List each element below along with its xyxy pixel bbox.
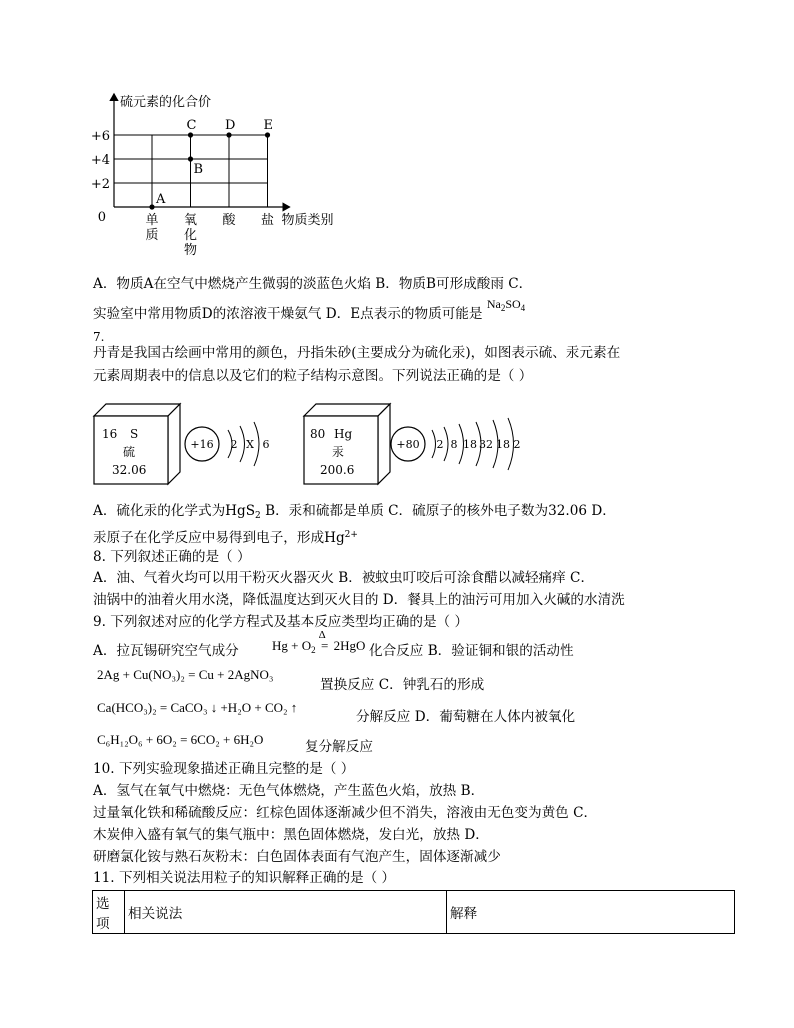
- mercury-nucleus: +80: [396, 438, 420, 451]
- q6-options-line-2: [93, 297, 526, 327]
- data-point: [226, 132, 231, 137]
- mercury-shell-2: 8: [450, 438, 458, 451]
- q9-equation-a: $Hg + O_2$ Δ = 2HgO: [272, 629, 366, 655]
- sulfur-atomic-number: 16: [102, 427, 118, 441]
- point-label: C: [186, 118, 197, 133]
- eq-a-right: 2HgO: [333, 638, 366, 653]
- x-tick-label: 化: [183, 228, 198, 243]
- q11-table: [92, 890, 735, 934]
- mercury-shell-4: 32: [479, 438, 493, 451]
- valence-chart: [80, 88, 440, 268]
- x-tick-label: 物: [183, 243, 198, 258]
- origin-label: 0: [97, 210, 106, 225]
- point-label: B: [193, 162, 204, 177]
- sulfur-nucleus: +16: [190, 438, 214, 451]
- q7-opt1-rest: B．汞和硫都是单质 C．硫原子的核外电子数为32.06 D．: [260, 503, 616, 519]
- point-label: A: [156, 192, 166, 207]
- q9-option-d-tail: 复分解反应: [305, 739, 373, 755]
- q10-options-line-3: 木炭伸入盛有氧气的集气瓶中：黑色固体燃烧，发白光，放热 D．: [93, 827, 489, 843]
- q9-equation-d: C₆H₁₂O₆ + 6O₂ = 6CO₂ + 6H₂O: [97, 732, 264, 747]
- eq-a-delta: Δ: [318, 629, 326, 641]
- mercury-atomic-number: 80: [310, 427, 326, 441]
- q6-options-line-2-text: 实验室中常用物质D的浓溶液干燥氨气 D．E点表示的物质可能是: [93, 306, 483, 322]
- point-label: E: [263, 118, 273, 133]
- mercury-symbol: Hg: [334, 427, 353, 441]
- q10-stem: 10. 下列实验现象描述正确且完整的是（ ）: [93, 761, 355, 777]
- q6-formula-na2so4: [487, 297, 525, 311]
- mercury-shell-5: 18: [496, 438, 510, 451]
- q9-stem: 9. 下列叙述对应的化学方程式及基本反应类型均正确的是（ ）: [93, 614, 469, 630]
- data-point: [188, 156, 193, 161]
- q8-options-line-2: 油锅中的油着火用水浇，降低温度达到灭火目的 D．餐具上的油污可用加入火碱的水清洗: [93, 592, 625, 608]
- q8-stem: 8. 下列叙述正确的是（ ）: [93, 549, 251, 565]
- q10-options-line-2: 过量氧化铁和稀硫酸反应：红棕色固体逐渐减少但不消失，溶液由无色变为黄色 C．: [93, 805, 598, 821]
- element-diagram: [90, 400, 550, 490]
- point-label: D: [225, 118, 236, 133]
- q6-options-line-1: A．物质A在空气中燃烧产生微弱的淡蓝色火焰 B．物质B可形成酸雨 C．: [93, 276, 533, 292]
- q7-options-line-1: [93, 502, 616, 525]
- x-tick-label: 氧: [183, 213, 198, 228]
- q9-equation-b: 2Ag + Cu(NO₃)₂ = Cu + 2AgNO₃: [97, 667, 274, 682]
- q11-stem: 11. 下列相关说法用粒子的知识解释正确的是（ ）: [93, 870, 396, 886]
- y-tick-label: +2: [90, 177, 110, 192]
- q9-option-a-tail: 化合反应 B．验证铜和银的活动性: [369, 643, 574, 659]
- x-tick-label: 盐: [260, 213, 275, 228]
- data-point: [265, 132, 270, 137]
- x-tick-label: 酸: [222, 213, 236, 228]
- q7-opt2-text: 汞原子在化学反应中易得到电子，形成Hg: [93, 530, 345, 546]
- formula-sub: 4: [520, 303, 526, 313]
- y-axis-label: 硫元素的化合价: [120, 95, 212, 110]
- x-tick-label: 单: [145, 213, 159, 228]
- q8-options-line-1: A．油、气着火均可以用干粉灭火器灭火 B．被蚊虫叮咬后可涂食醋以减轻痛痒 C．: [93, 570, 595, 586]
- y-tick-label: +4: [90, 153, 110, 168]
- q9-equation-c: Ca(HCO₃)₂ = CaCO₃ ↓ +H₂O + CO₂ ↑: [97, 700, 298, 715]
- sulfur-name: 硫: [123, 445, 136, 459]
- q7-number: 7.: [93, 330, 105, 344]
- mercury-mass: 200.6: [320, 463, 355, 477]
- formula-part: SO: [505, 297, 521, 311]
- formula-sub: 2: [500, 303, 506, 313]
- formula-part: Na: [486, 297, 501, 311]
- sulfur-element-box: [94, 404, 180, 484]
- sulfur-mass: 32.06: [112, 463, 147, 477]
- data-point: [149, 204, 154, 209]
- sulfur-atom-structure: [185, 422, 270, 466]
- q7-options-line-2: [93, 526, 358, 547]
- q7-opt1-sub: 2: [255, 511, 261, 521]
- eq-a-sub: 2: [311, 645, 316, 655]
- mercury-shell-3: 18: [463, 438, 477, 451]
- q9-option-c-tail: 分解反应 D．葡萄糖在人体内被氧化: [356, 709, 576, 725]
- mercury-element-box: [304, 404, 390, 484]
- table-header-statement: 相关说法: [125, 891, 447, 934]
- mercury-shell-1: 2: [436, 438, 444, 451]
- q7-opt2-sup: 2+: [344, 530, 358, 540]
- sulfur-shell-3: 6: [262, 438, 270, 451]
- sulfur-shell-1: 2: [230, 438, 238, 451]
- q7-opt1-text: A．硫化汞的化学式为HgS: [93, 503, 256, 519]
- q7-stem-line-2: 元素周期表中的信息以及它们的粒子结构示意图。下列说法正确的是（ ）: [93, 368, 533, 384]
- mercury-name: 汞: [332, 445, 345, 459]
- q10-options-line-4: 研磨氯化铵与熟石灰粉末：白色固体表面有气泡产生，固体逐渐减少: [93, 849, 501, 865]
- mercury-atom-structure: [391, 418, 521, 470]
- mercury-shell-6: 2: [513, 438, 521, 451]
- sulfur-shell-2: X: [246, 438, 254, 451]
- table-header-explanation: 解释: [447, 891, 735, 934]
- sulfur-symbol: S: [130, 427, 139, 441]
- data-point: [188, 132, 193, 137]
- q9-option-a-text: A．拉瓦锡研究空气成分: [93, 643, 239, 659]
- q10-options-line-1: A．氢气在氧气中燃烧：无色气体燃烧，产生蓝色火焰，放热 B．: [93, 783, 485, 799]
- table-header-row: [93, 891, 735, 934]
- q7-stem-line-1: 丹青是我国古绘画中常用的颜色，丹指朱砂(主要成分为硫化汞)，如图表示硫、汞元素在: [93, 345, 621, 361]
- x-tick-label: 质: [145, 228, 159, 243]
- q9-option-b-tail: 置换反应 C．钟乳石的形成: [320, 677, 485, 693]
- y-tick-label: +6: [90, 129, 110, 144]
- eq-a-left: Hg + O: [272, 638, 312, 653]
- table-header-option: 选项: [93, 891, 125, 934]
- x-axis-label: 物质类别: [281, 213, 334, 228]
